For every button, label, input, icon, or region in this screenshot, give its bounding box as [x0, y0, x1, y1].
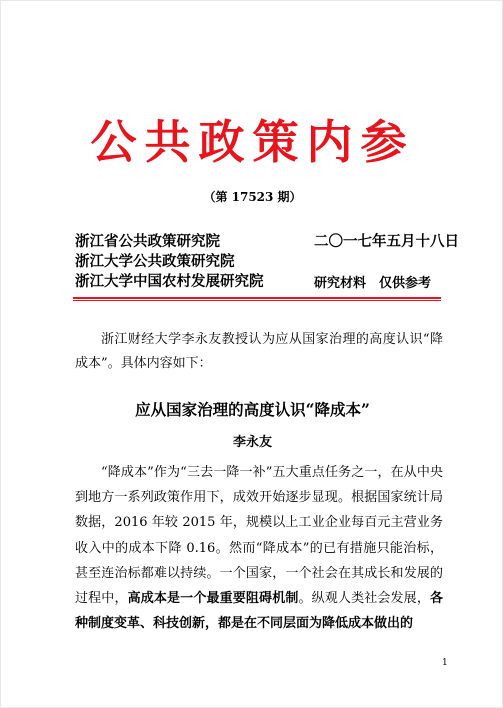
body-text-emphasis-1: 高成本是一个最重要阻碍机制: [127, 591, 299, 607]
publication-date: 二〇一七年五月十八日: [314, 233, 459, 250]
masthead-title: 公共政策内参: [90, 115, 415, 169]
article-author: 李永友: [232, 435, 272, 450]
institution-2: 浙江大学公共政策研究院: [75, 253, 235, 270]
page-number: 1: [442, 658, 448, 668]
institution-3: 浙江大学中国农村发展研究院: [75, 273, 264, 290]
intro-paragraph: 浙江财经大学李永友教授认为应从国家治理的高度认识“降成本”。具体内容如下：: [75, 332, 443, 371]
issue-number: （第 17523 期）: [203, 190, 302, 204]
usage-note: 研究材料 仅供参考: [314, 276, 432, 291]
body-text-normal: “降成本”作为“三去一降一补”五大重点任务之一，在从中央到地方一系列政策作用下，成效开始逐步显现。根据国家统计局数据，2016 年较 2015 年，规模以上工业企业每百元主营业务收入中的成本下降 0.16。然而“降成本”的已有措施只能治标，甚至连治标都难以持续。一个国家，一个社会在其成长和发展的过程中，: [75, 465, 443, 607]
body-text-normal-2: 。纵观人类社会发展，: [298, 591, 430, 607]
body-paragraph: [75, 460, 443, 636]
institution-1: 浙江省公共政策研究院: [75, 233, 220, 250]
body-text-emphasis-2: 各种制度变革、科技创新，都是在不同层面为降低成本做出的: [75, 591, 443, 632]
article-title: 应从国家治理的高度认识“降成本”: [135, 400, 370, 419]
header-rule-thin: [73, 300, 441, 301]
header-rule-thick: [73, 297, 441, 299]
